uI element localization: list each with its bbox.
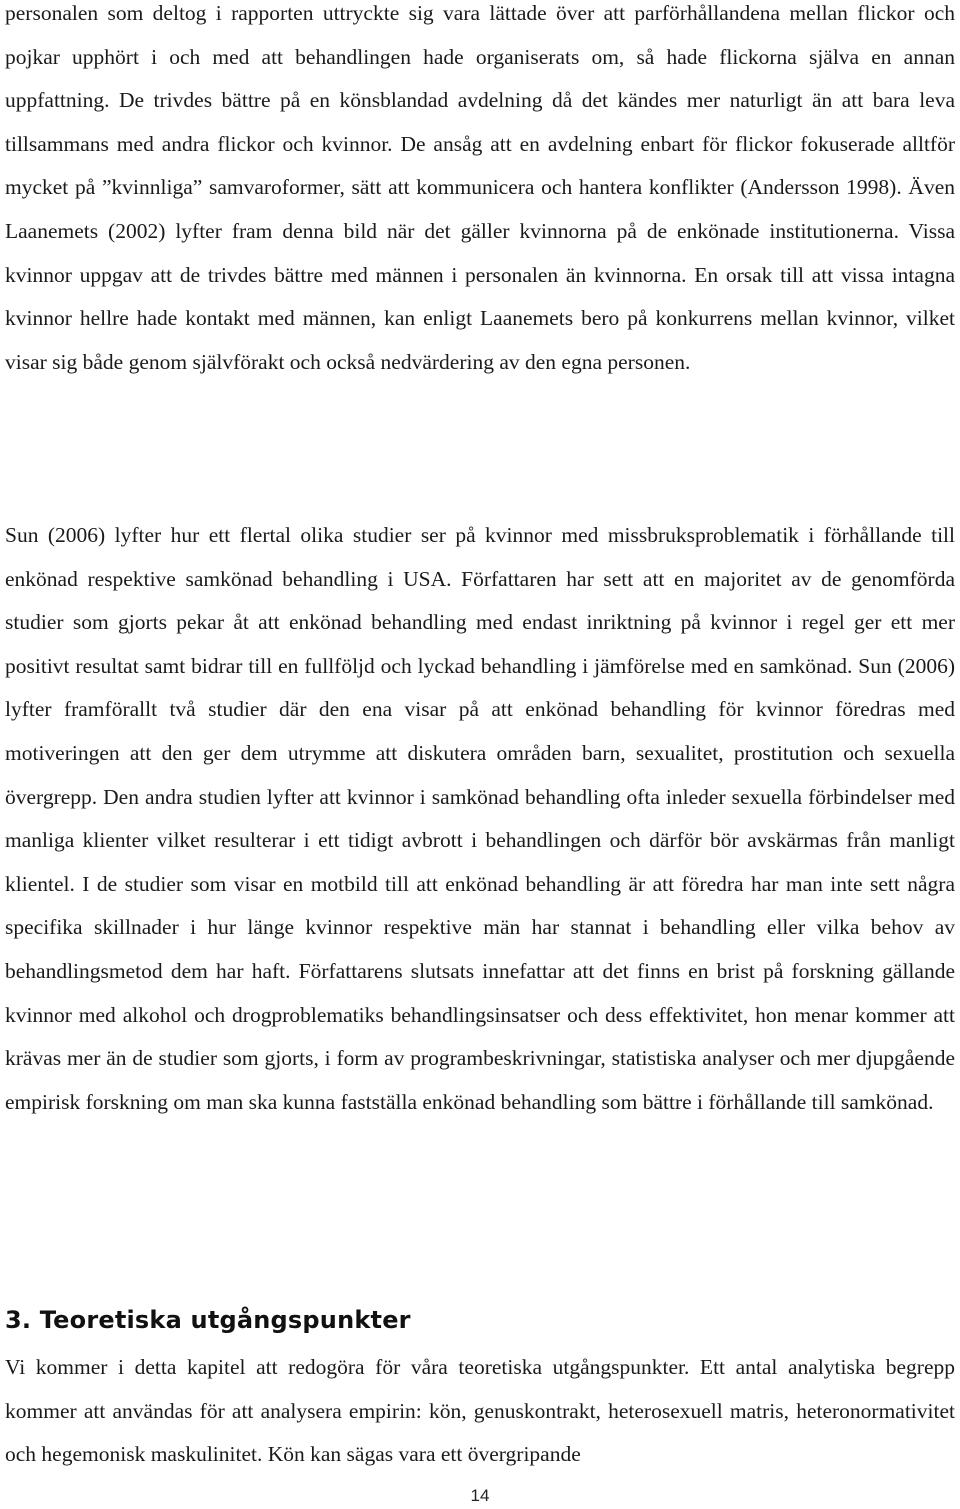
- section-heading: 3. Teoretiska utgångspunkter: [5, 1306, 411, 1334]
- paragraph-intro-continued: personalen som deltog i rapporten uttryckte sig vara lättade över att parförhållandena mellan flickor och pojkar upphört i och med att behandlingen hade organiserats om, så hade flickorna själva en annan uppfattning. De trivdes bättre på en könsblandad avdelning då det kändes mer naturligt än att bara leva tillsammans med andra flickor och kvinnor. De ansåg att en avdelning enbart för flickor fokuserade alltför mycket på ”kvinnliga” samvaroformer, sätt att kommunicera och hantera konflikter (Andersson 1998). Även Laanemets (2002) lyfter fram denna bild när det gäller kvinnorna på de enkönade institutionerna. Vissa kvinnor uppgav att de trivdes bättre med männen i personalen än kvinnorna. En orsak till att vissa intagna kvinnor hellre hade kontakt med männen, kan enligt Laanemets bero på konkurrens mellan kvinnor, vilket visar sig både genom självförakt och också nedvärdering av den egna personen.: [5, 1, 955, 374]
- paragraph-sun-2006: Sun (2006) lyfter hur ett flertal olika studier ser på kvinnor med missbruksproblematik i förhållande till enkönad respektive samkönad behandling i USA. Författaren har sett att en majoritet av de genomförda studier som gjorts pekar åt att enkönad behandling med endast inriktning på kvinnor i regel ger ett mer positivt resultat samt bidrar till en fullföljd och lyckad behandling i jämförelse med en samkönad. Sun (2006) lyfter framförallt två studier där den ena visar på att enkönad behandling för kvinnor föredras med motiveringen att den ger dem utrymme att diskutera områden barn, sexualitet, prostitution och sexuella övergrepp. Den andra studien lyfter att kvinnor i samkönad behandling ofta inleder sexuella förbindelser med manliga klienter vilket resulterar i ett tidigt avbrott i behandlingen och därför bör avskärmas från manligt klientel. I de studier som visar en motbild till att enkönad behandling är att föredra har man inte sett några specifika skillnader i hur länge kvinnor respektive män har stannat i behandling eller vilka behov av behandlingsmetod dem har haft. Författarens slutsats innefattar att det finns en brist på forskning gällande kvinnor med alkohol och drogproblematiks behandlingsinsatser och dess effektivitet, hon menar kommer att krävas mer än de studier som gjorts, i form av programbeskrivningar, statistiska analyser och mer djupgående empirisk forskning om man ska kunna fastställa enkönad behandling som bättre i förhållande till samkönad.: [5, 523, 955, 1114]
- page-number: 14: [470, 1486, 490, 1505]
- paragraph-theory-intro: Vi kommer i detta kapitel att redogöra för våra teoretiska utgångspunkter. Ett antal analytiska begrepp kommer att användas för att analysera empirin: kön, genuskontrakt, heterosexuell matris, heteronormativitet och hegemonisk maskulinitet. Kön kan sägas vara ett övergripande: [5, 1355, 955, 1467]
